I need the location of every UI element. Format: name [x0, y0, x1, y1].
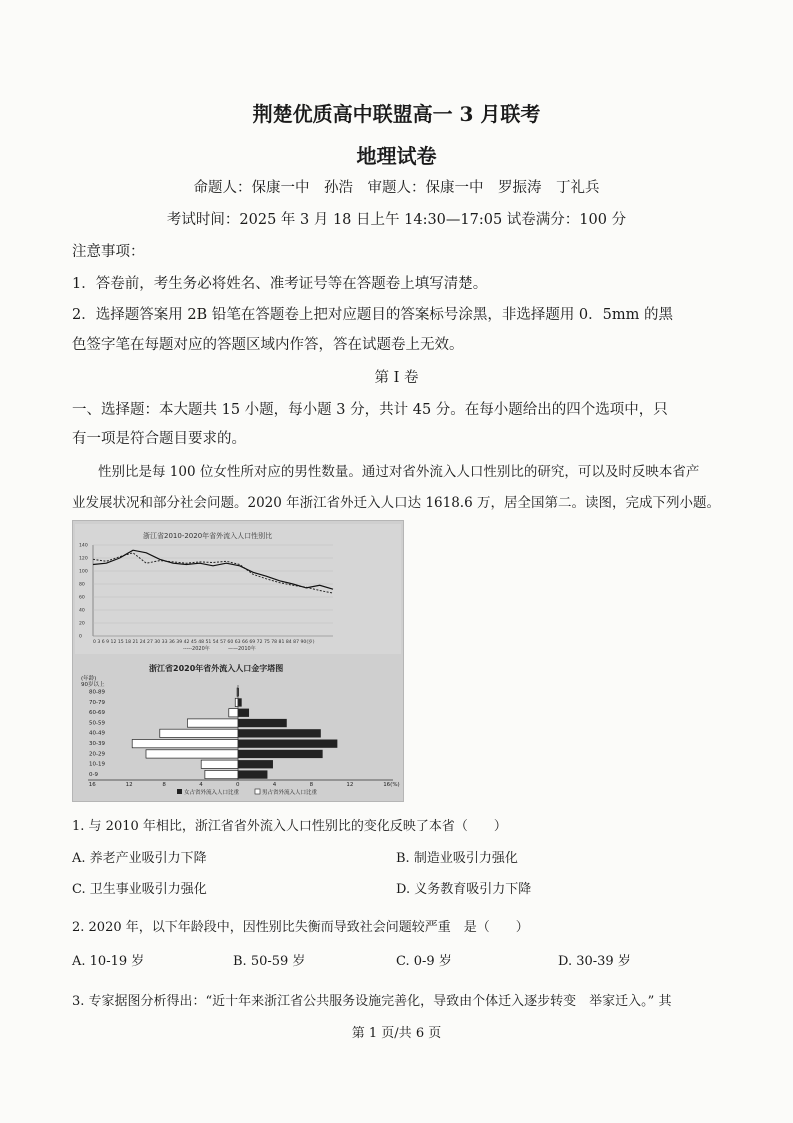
legend-2010: ——2010年 [228, 646, 256, 652]
legend-2020: -----2020年 [183, 646, 210, 652]
part-instruction-line1: 一、选择题：本大题共 15 小题，每小题 3 分，共计 45 分。在每小题给出的四个选项中，只 [72, 402, 668, 418]
legend-male-swatch [255, 789, 260, 794]
y-tick-label: 0 [79, 634, 82, 640]
notes-item-2-line1: 2．选择题答案用 2B 铅笔在答题卷上把对应题目的答案标号涂黑，非选择题用 0．5mm 的黑 [72, 307, 673, 323]
question-1-stem: 1. 与 2010 年相比，浙江省省外流入人口性别比的变化反映了本省（ ） [72, 819, 507, 834]
q1-option-a: A. 养老产业吸引力下降 [72, 851, 207, 866]
q2-option-b: B. 50-59 岁 [233, 954, 306, 969]
line-chart-title: 浙江省2010-2020年省外流入人口性别比 [143, 532, 273, 540]
pyramid-bar-female [146, 750, 238, 758]
part-label: 第 I 卷 [374, 370, 419, 386]
pyramid-bar-female [201, 760, 238, 768]
age-group-label: 70-79 [89, 699, 105, 706]
exam-authors: 命题人：保康一中 孙浩 审题人：保康一中 罗振涛 丁礼兵 [193, 180, 600, 196]
notes-item-2-line2: 色签字笔在每题对应的答题区域内作答，答在试题卷上无效。 [72, 337, 464, 353]
pyramid-x-tick-label: 8 [162, 782, 166, 788]
pyramid-bar-female [205, 770, 238, 778]
pyramid-bars [132, 685, 337, 780]
q1-option-d: D. 义务教育吸引力下降 [396, 882, 532, 897]
pyramid-bar-male [238, 698, 242, 706]
exam-subject: 地理试卷 [356, 144, 437, 168]
q2-option-d: D. 30-39 岁 [558, 954, 631, 969]
pyramid-bar-male [238, 750, 323, 758]
y-tick-label: 40 [79, 608, 85, 614]
pyramid-bar-female [229, 709, 238, 717]
pyramid-bar-male [238, 760, 273, 768]
q1-option-b: B. 制造业吸引力强化 [396, 851, 518, 866]
y-tick-label: 80 [79, 582, 85, 588]
legend-female: 女占省外流入人口比重 [184, 790, 240, 796]
y-tick-label: 140 [79, 543, 88, 549]
pyramid-x-tick-label: 8 [309, 782, 314, 788]
question-2-stem: 2. 2020 年，以下年龄段中，因性别比失衡而导致社会问题较严重 是（ ） [72, 920, 529, 935]
age-group-label: 60-69 [89, 710, 105, 717]
y-tick-label: 100 [79, 569, 88, 575]
pyramid-x-tick-label: 16(%) [383, 782, 400, 788]
pyramid-bar-female [160, 729, 238, 737]
y-tick-label: 60 [79, 595, 85, 601]
pyramid-bar-male [238, 729, 321, 737]
pyramid-bar-male [238, 719, 287, 727]
y-tick-label: 120 [79, 556, 88, 562]
exam-title: 荆楚优质高中联盟高一 3 月联考 [252, 102, 541, 126]
y-tick-label: 20 [79, 621, 85, 627]
pyramid-top-label: 90岁以上 [81, 682, 105, 688]
part-instruction-line2: 有一项是符合题目要求的。 [72, 431, 246, 447]
pyramid-x-tick-label: 4 [199, 782, 203, 788]
q1-option-c: C. 卫生事业吸引力强化 [72, 882, 207, 897]
pyramid-x-tick-label: 12 [125, 782, 133, 788]
pyramid-bar-male [238, 770, 267, 778]
age-group-label: 50-59 [89, 720, 105, 727]
pyramid-x-tick-label: 16 [88, 782, 96, 788]
age-group-label: 0-9 [89, 771, 98, 778]
legend-male: 男占省外流入人口比重 [262, 790, 318, 796]
pyramid-x-tick-label: 4 [272, 782, 277, 788]
pyramid-x-tick-label: 0 [236, 782, 240, 788]
pyramid-title: 浙江省2020年省外流入人口金字塔图 [149, 664, 284, 673]
notes-heading: 注意事项： [72, 244, 145, 260]
q2-option-a: A. 10-19 岁 [72, 954, 145, 969]
line-chart-panel [75, 524, 401, 654]
legend-female-swatch [177, 789, 182, 794]
figure-svg [73, 521, 403, 801]
age-group-label: 10-19 [89, 761, 105, 768]
page-footer: 第 1 页/共 6 页 [351, 1026, 442, 1041]
pyramid-bar-male [238, 709, 249, 717]
pyramid-bar-female [187, 719, 238, 727]
pyramid-y-title: (年龄) [81, 676, 97, 682]
pyramid-bar-female [235, 698, 238, 706]
line-chart-x-ticks: 0 3 6 9 12 15 18 21 24 27 30 33 36 39 42 45 48 51 54 57 60 63 66 69 72 75 78 81 84 87 90(岁) [93, 640, 315, 645]
material-line2: 业发展状况和部分社会问题。2020 年浙江省外迁入人口达 1618.6 万，居全国第二。读图，完成下列小题。 [72, 495, 720, 511]
pyramid-bar-female [132, 740, 238, 748]
pyramid-x-ticks [89, 782, 400, 788]
pyramid-bar-male [238, 740, 337, 748]
q2-option-c: C. 0-9 岁 [396, 954, 452, 969]
pyramid-age-labels [89, 690, 105, 778]
question-3-stem: 3. 专家据图分析得出：“近十年来浙江省公共服务设施完善化，导致由个体迁入逐步转变 举家迁入。” 其 [72, 994, 672, 1009]
age-group-label: 40-49 [89, 730, 105, 737]
figure-photo [72, 520, 404, 802]
material-line1: 性别比是每 100 位女性所对应的男性数量。通过对省外流入人口性别比的研究，可以及时反映本省产 [98, 464, 700, 480]
age-group-label: 30-39 [89, 741, 105, 747]
notes-item-1: 1．答卷前，考生务必将姓名、准考证号等在答题卷上填写清楚。 [72, 276, 488, 292]
pyramid-x-tick-label: 12 [346, 782, 354, 788]
age-group-label: 80-89 [89, 689, 105, 696]
age-group-label: 20-29 [89, 751, 105, 758]
exam-time: 考试时间：2025 年 3 月 18 日上午 14:30—17:05 试卷满分：100 分 [166, 212, 627, 228]
